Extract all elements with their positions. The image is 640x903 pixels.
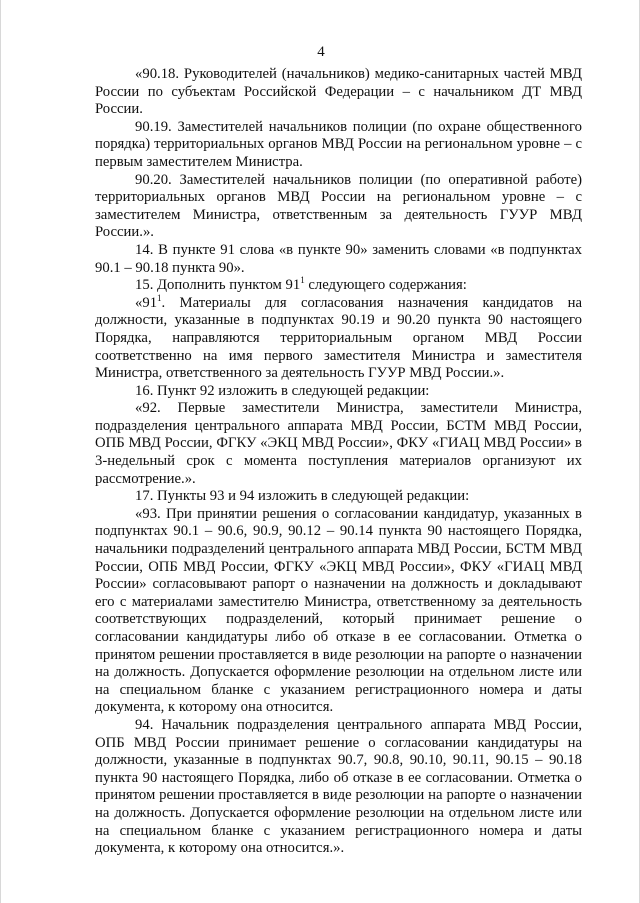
document-body [95,66,582,858]
item-15-text-end: следующего содержания: [304,277,467,294]
item-15-text-start: 15. Дополнить пунктом 91 [135,277,301,294]
paragraph-90-19: 90.19. Заместителей начальников полиции (по охране общественного порядка) территориальных органов МВД России на региональном уровне – с первым заместителем Министра. [95,118,582,170]
paragraph-90-18: «90.18. Руководителей (начальников) медико-санитарных частей МВД России по субъектам Российской Федерации – с начальником ДТ МВД России. [95,66,582,118]
point-91-1-number: «91 [135,294,158,311]
paragraph-item-16: 16. Пункт 92 изложить в следующей редакции: [135,382,430,399]
item-15-superscript: 1 [300,275,305,286]
page-number: 4 [317,44,325,60]
paragraph-item-14: 14. В пункте 91 слова «в пункте 90» заменить словами «в подпунктах 90.1 – 90.18 пункта 90». [95,241,582,276]
paragraph-91-1 [95,292,582,383]
paragraph-item-15 [95,277,582,295]
point-91-1-superscript: 1 [157,292,162,303]
paragraph-93: «93. При принятии решения о согласовании кандидатур, указанных в подпунктах 90.1 – 90.6, 90.9, 90.12 – 90.14 пункта 90 настоящего Порядка, начальники подразделений центрального аппарата МВД России, БСТМ МВД России, ОПБ МВД России, ФГКУ «ЭКЦ МВД России», ФКУ «ГИАЦ МВД России» согласовывают рапорт о назначении на должность и докладывают его с материалами заместителю Министра, ответственному за деятельность соответствующих подразделений, который принимает решение о согласовании кандидатуры либо об отказе в ее согласовании. Отметка о принятом решении проставляется в виде резолюции на рапорте о назначении на должность. Допускается оформление резолюции на отдельном листе или на специальном бланке с указанием регистрационного номера и даты документа, к которому она относится. [95,505,582,716]
paragraph-92: «92. Первые заместители Министра, заместители Министра, подразделения центрального аппарата МВД России, БСТМ МВД России, ОПБ МВД России, ФГКУ «ЭКЦ МВД России», ФКУ «ГИАЦ МВД России» в 3-недельный срок с момента поступления материалов организуют их рассмотрение.». [95,400,582,487]
paragraph-90-20: 90.20. Заместителей начальников полиции (по оперативной работе) территориальных органов МВД России на региональном уровне – с заместителем Министра, ответственным за деятельность ГУУР МВД России.». [95,171,582,241]
point-91-1-text: . Материалы для согласования назначения кандидатов на должности, указанные в подпунктах 90.19 и 90.20 пункта 90 настоящего Порядка, направляются территориальным органом МВД России соответственно на имя первого заместителя Министра и заместителя Министра, ответственного за деятельность ГУУР МВД России.». [95,294,582,382]
paragraph-item-17: 17. Пункты 93 и 94 изложить в следующей редакции: [135,488,470,505]
paragraph-94: 94. Начальник подразделения центрального аппарата МВД России, ОПБ МВД России принимает решение о согласовании кандидатуры на должности, указанные в подпунктах 90.7, 90.8, 90.10, 90.11, 90.15 – 90.18 пункта 90 настоящего Порядка, либо об отказе в ее согласовании. Отметка о принятом решении проставляется в виде резолюции на рапорте о назначении на должность. Допускается оформление резолюции на отдельном листе или на специальном бланке с указанием регистрационного номера и даты документа, к которому она относится.». [95,716,582,857]
